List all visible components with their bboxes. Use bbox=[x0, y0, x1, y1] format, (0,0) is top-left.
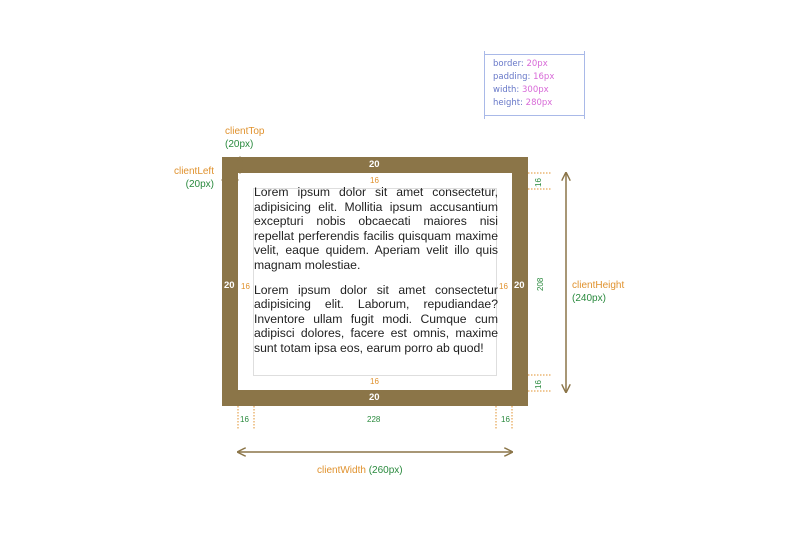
client-left-label: clientLeft bbox=[173, 166, 214, 177]
legend-width-value: 300px bbox=[522, 85, 549, 95]
legend-border-key: border: bbox=[493, 59, 524, 69]
client-width-value: (260px) bbox=[368, 465, 403, 476]
legend-padding-key: padding: bbox=[493, 72, 531, 82]
border-bottom-number: 20 bbox=[369, 392, 380, 403]
border-right-number: 20 bbox=[514, 280, 525, 291]
right-bottom-padding-number: 16 bbox=[534, 380, 543, 389]
bottom-right-padding-number: 16 bbox=[501, 415, 510, 424]
content-width-number: 228 bbox=[367, 415, 381, 424]
border-left-number: 20 bbox=[224, 280, 235, 291]
padding-right-number: 16 bbox=[499, 282, 508, 291]
border-top-number: 20 bbox=[369, 159, 380, 170]
legend-padding-value: 16px bbox=[533, 72, 555, 82]
content-height-number: 208 bbox=[536, 277, 545, 291]
client-height-label: clientHeight bbox=[572, 280, 625, 291]
legend-height-value: 280px bbox=[525, 98, 553, 108]
padding-left-number: 16 bbox=[241, 282, 250, 291]
client-top-label: clientTop bbox=[225, 126, 265, 137]
client-top-value: (20px) bbox=[225, 139, 254, 150]
legend-width-key: width: bbox=[493, 85, 520, 95]
content-paragraph-2: Lorem ipsum dolor sit amet consectetur adipisicing elit. Laborum, repudiandae? Inventore ullam fugit modi. Cumque cum adipisci dolores, facere est omnis, maxime sunt totam ipsa eos, earum porro ab quod! bbox=[254, 282, 498, 355]
content-paragraph-1: Lorem ipsum dolor sit amet consectetur, adipisicing elit. Mollitia ipsum accusantium excepturi nobis obcaecati maiores nisi repellat perferendis facilis quisquam maxime velit, eaque quidem. Aperiam velit illo quis magnam molestiae. bbox=[254, 185, 498, 272]
bottom-left-padding-number: 16 bbox=[240, 415, 249, 424]
right-top-padding-number: 16 bbox=[534, 178, 543, 187]
padding-top-number: 16 bbox=[370, 176, 379, 185]
padding-bottom-number: 16 bbox=[370, 377, 379, 386]
client-left-value: (20px) bbox=[185, 179, 214, 190]
legend-height-key: height: bbox=[493, 98, 523, 108]
client-width-caption bbox=[317, 465, 403, 476]
client-width-label: clientWidth bbox=[317, 465, 366, 476]
legend-border-value: 20px bbox=[526, 59, 548, 69]
client-height-value: (240px) bbox=[572, 293, 606, 304]
